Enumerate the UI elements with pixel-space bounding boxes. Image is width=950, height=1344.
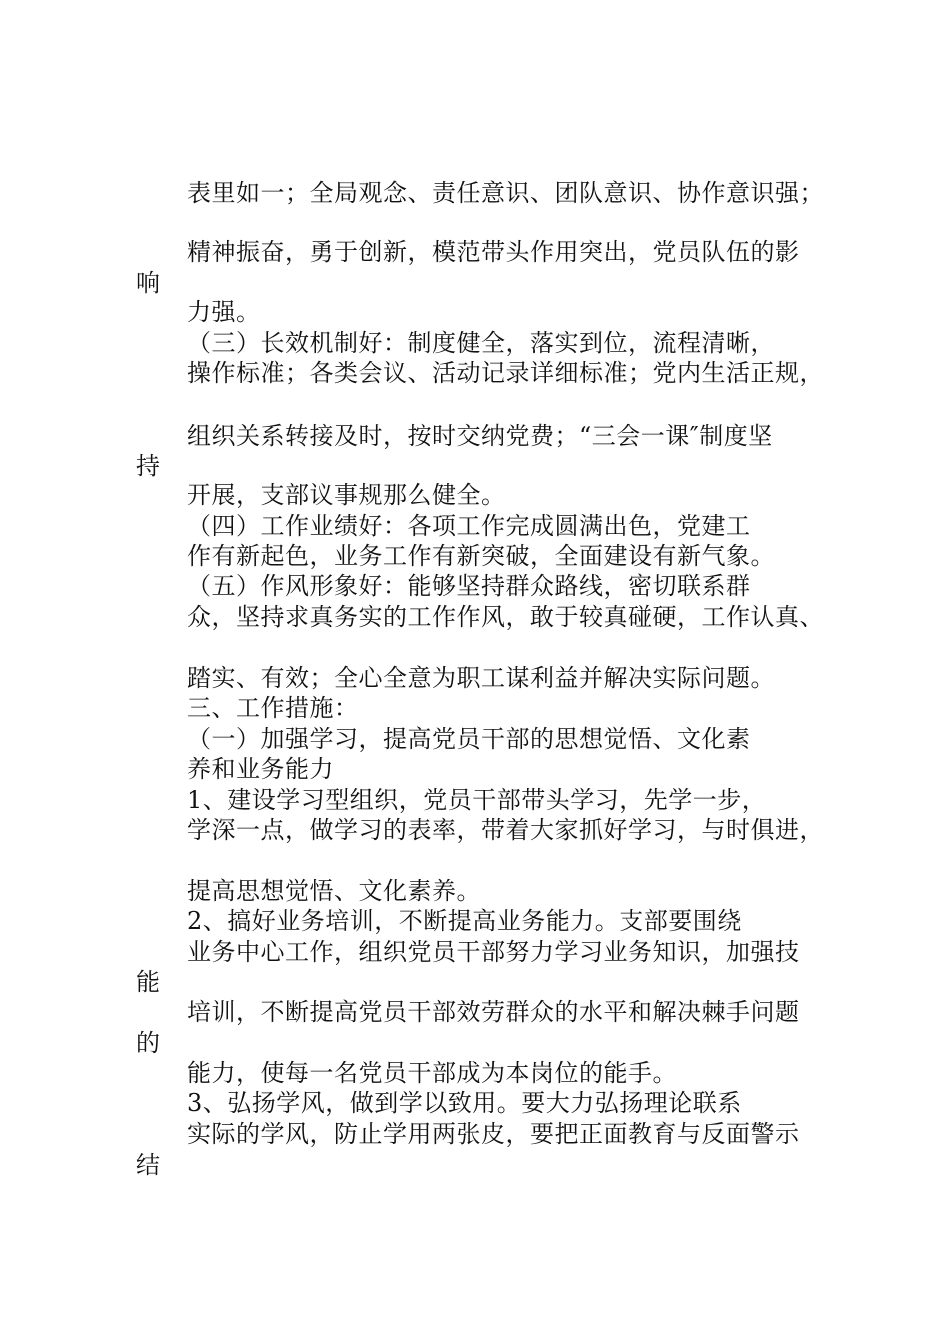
text-line: 操作标准；各类会议、活动记录详细标准；党内生活正规， — [187, 359, 824, 387]
text-line: 三、工作措施： — [187, 694, 359, 722]
text-line: 组织关系转接及时，按时交纳党费；“三会一课″制度坚 — [187, 422, 773, 450]
text-line: 能 — [136, 968, 161, 996]
text-line: 力强。 — [187, 298, 261, 326]
text-line: 1、建设学习型组织，党员干部带头学习，先学一步， — [187, 786, 767, 814]
text-line: （一）加强学习，提高党员干部的思想觉悟、文化素 — [187, 725, 751, 753]
text-line: 业务中心工作，组织党员干部努力学习业务知识，加强技 — [187, 938, 800, 966]
text-line: 作有新起色，业务工作有新突破，全面建设有新气象。 — [187, 542, 775, 570]
text-line: 结 — [136, 1151, 161, 1179]
text-line: 的 — [136, 1029, 161, 1057]
text-line: 2、搞好业务培训，不断提高业务能力。支部要围绕 — [187, 907, 742, 935]
text-line: 表里如一；全局观念、责任意识、团队意识、协作意识强； — [187, 179, 824, 207]
text-line: 学深一点，做学习的表率，带着大家抓好学习，与时俱进， — [187, 816, 824, 844]
text-line: 实际的学风，防止学用两张皮，要把正面教育与反面警示 — [187, 1120, 800, 1148]
text-line: 众，坚持求真务实的工作作风，敢于较真碰硬，工作认真、 — [187, 603, 824, 631]
text-line: 养和业务能力 — [187, 755, 334, 783]
text-line: 提高思想觉悟、文化素养。 — [187, 877, 481, 905]
text-line: （四）工作业绩好：各项工作完成圆满出色，党建工 — [187, 512, 751, 540]
text-line: 踏实、有效；全心全意为职工谋利益并解决实际问题。 — [187, 664, 775, 692]
text-line: 能力，使每一名党员干部成为本岗位的能手。 — [187, 1059, 677, 1087]
text-line: （三）长效机制好：制度健全，落实到位，流程清晰， — [187, 329, 775, 357]
text-line: 持 — [136, 452, 161, 480]
text-line: 3、弘扬学风，做到学以致用。要大力弘扬理论联系 — [187, 1089, 742, 1117]
text-line: 精神振奋，勇于创新，模范带头作用突出，党员队伍的影 — [187, 238, 800, 266]
text-line: 响 — [136, 269, 161, 297]
text-line: （五）作风形象好：能够坚持群众路线，密切联系群 — [187, 572, 751, 600]
text-line: 培训，不断提高党员干部效劳群众的水平和解决棘手问题 — [187, 998, 800, 1026]
text-line: 开展，支部议事规那么健全。 — [187, 481, 506, 509]
